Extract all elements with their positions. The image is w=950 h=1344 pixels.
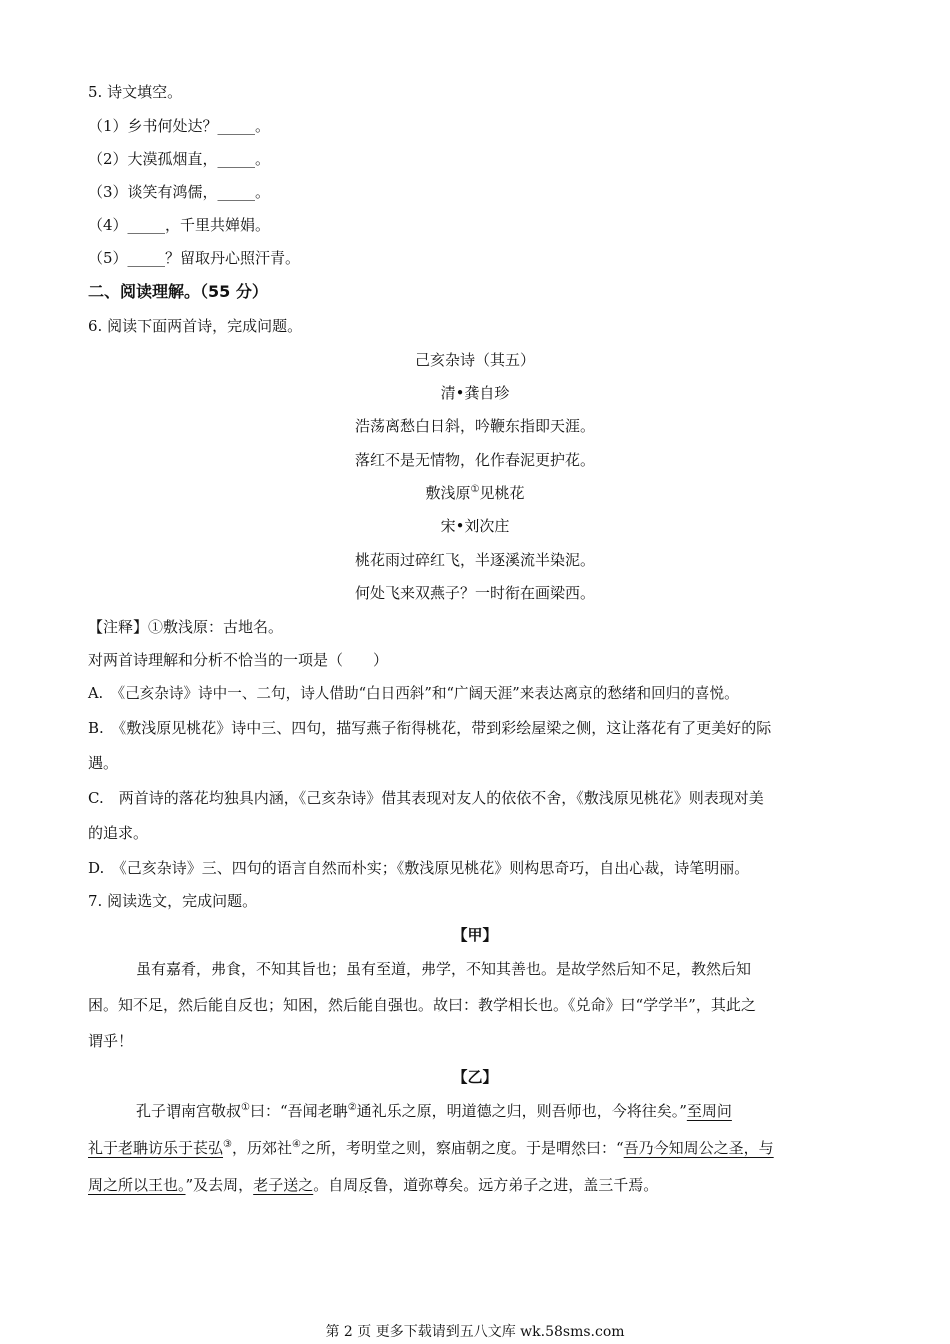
poem1-line-1: 浩荡离愁白日斜，吟鞭东指即天涯。 bbox=[354, 417, 595, 435]
yi-text: 通礼乐之原，明道德之归，则吾 bbox=[356, 1102, 567, 1120]
passage-yi-line-1 bbox=[136, 1101, 732, 1121]
yi-text: ，历郊社 bbox=[231, 1139, 292, 1157]
yi-note-mark: ③ bbox=[223, 1139, 232, 1150]
poem1-title: 己亥杂诗（其五） bbox=[414, 351, 535, 369]
yi-underlined-sentence: 至周问 bbox=[686, 1102, 732, 1120]
yi-dotted-char: 谓 bbox=[166, 1102, 182, 1120]
yi-dotted-char: 反 bbox=[358, 1176, 374, 1194]
passage-jia-line-2: 困。知不足，然后能自反也；知困，然后能自强也。故曰：教学相长也。《兑命》曰“学学半”，其此之 bbox=[88, 996, 756, 1014]
yi-note-mark: ① bbox=[241, 1102, 251, 1113]
yi-underlined-sentence: 周之所以王也。 bbox=[88, 1176, 186, 1194]
q6-option-d: D. 《己亥杂诗》三、四句的语言自然而朴实；《敷浅原见桃花》则构思奇巧，自出心裁，诗笔明丽。 bbox=[88, 859, 750, 877]
q5-item-2: （2）大漠孤烟直，_____。 bbox=[88, 150, 271, 168]
poem2-title-a: 敷浅原 bbox=[425, 484, 471, 502]
q5-item-3: （3）谈笑有鸿儒，_____。 bbox=[88, 183, 271, 201]
passage-yi-heading: 【乙】 bbox=[452, 1068, 498, 1086]
q6-question: 对两首诗理解和分析不恰当的一项是（ ） bbox=[88, 651, 389, 669]
poem1-author: 清•龚自珍 bbox=[440, 384, 510, 402]
q7-title: 7. 阅读选文，完成问题。 bbox=[88, 892, 258, 910]
q5-item-1: （1）乡书何处达？_____。 bbox=[88, 117, 271, 135]
poem2-author: 宋•刘次庄 bbox=[440, 517, 510, 535]
yi-text: 也，今将往矣。” bbox=[581, 1102, 687, 1120]
passage-jia-line-3: 谓乎！ bbox=[88, 1032, 134, 1050]
yi-text: 之所，考明堂之则，察庙朝之度。于是喟 bbox=[300, 1139, 571, 1157]
passage-jia-heading: 【甲】 bbox=[452, 926, 498, 944]
yi-underlined-sentence: 吾乃今知周公之圣，与 bbox=[623, 1139, 774, 1157]
yi-text: ”及去周， bbox=[185, 1176, 254, 1194]
yi-text: 。自周 bbox=[313, 1176, 359, 1194]
yi-dotted-char: 然 bbox=[570, 1139, 586, 1157]
q6-option-b-line-1: B. 《敷浅原见桃花》诗中三、四句，描写燕子衔得桃花，带到彩绘屋梁之侧，这让落花有了更美好的际 bbox=[88, 719, 772, 737]
q6-option-c-line-1: C. 两首诗的落花均独具内涵，《己亥杂诗》借其表现对友人的依依不舍，《敷浅原见桃花》则表现对美 bbox=[88, 789, 764, 807]
q6-option-c-line-2: 的追求。 bbox=[88, 824, 149, 842]
q5-item-5: （5）_____？留取丹心照汗青。 bbox=[88, 249, 301, 267]
yi-text: 南宫敬叔 bbox=[181, 1102, 242, 1120]
yi-note-mark: ④ bbox=[292, 1139, 301, 1150]
page-footer: 第 2 页 更多下载请到五八文库 wk.58sms.com bbox=[325, 1324, 625, 1340]
q6-title: 6. 阅读下面两首诗，完成问题。 bbox=[88, 317, 303, 335]
passage-yi-line-2 bbox=[88, 1138, 774, 1158]
q5-title: 5. 诗文填空。 bbox=[88, 83, 183, 101]
poem2-line-2: 何处飞来双燕子？一时衔在画梁西。 bbox=[354, 584, 595, 602]
poem1-line-2: 落红不是无情物，化作春泥更护花。 bbox=[354, 451, 595, 469]
q6-note: 【注释】①敷浅原：古地名。 bbox=[88, 618, 284, 636]
q6-option-a: A. 《己亥杂诗》诗中一、二句，诗人借助“白日西斜”和“广阔天涯”来表达离京的愁绪和回归的喜悦。 bbox=[88, 685, 739, 702]
yi-text: 鲁，道弥尊矣。远方弟子之进，盖三千焉。 bbox=[373, 1176, 659, 1194]
yi-text: 曰：“吾闻老聃 bbox=[250, 1102, 348, 1120]
section-2-title: 二、阅读理解。（55 分） bbox=[88, 282, 268, 301]
q6-option-b-line-2: 遇。 bbox=[88, 754, 119, 772]
yi-dotted-char: 师 bbox=[566, 1102, 582, 1120]
poem2-title bbox=[0, 483, 950, 503]
poem2-title-b: 见桃花 bbox=[479, 484, 525, 502]
yi-note-mark: ② bbox=[347, 1102, 357, 1113]
yi-underlined-sentence: 礼于老聃访乐于苌弘 bbox=[88, 1139, 224, 1157]
yi-text: 曰：“ bbox=[586, 1139, 624, 1157]
q5-item-4: （4）_____，千里共婵娟。 bbox=[88, 216, 271, 234]
passage-jia-line-1: 虽有嘉肴，弗食，不知其旨也；虽有至道，弗学，不知其善也。是故学然后知不足，教然后知 bbox=[136, 960, 752, 978]
poem2-line-1: 桃花雨过碎红飞，半逐溪流半染泥。 bbox=[354, 551, 595, 569]
yi-underlined-phrase: 老子送之 bbox=[253, 1176, 314, 1194]
poem2-note-mark: ① bbox=[470, 484, 480, 495]
yi-text: 孔子 bbox=[136, 1102, 167, 1120]
passage-yi-line-3 bbox=[88, 1175, 658, 1195]
